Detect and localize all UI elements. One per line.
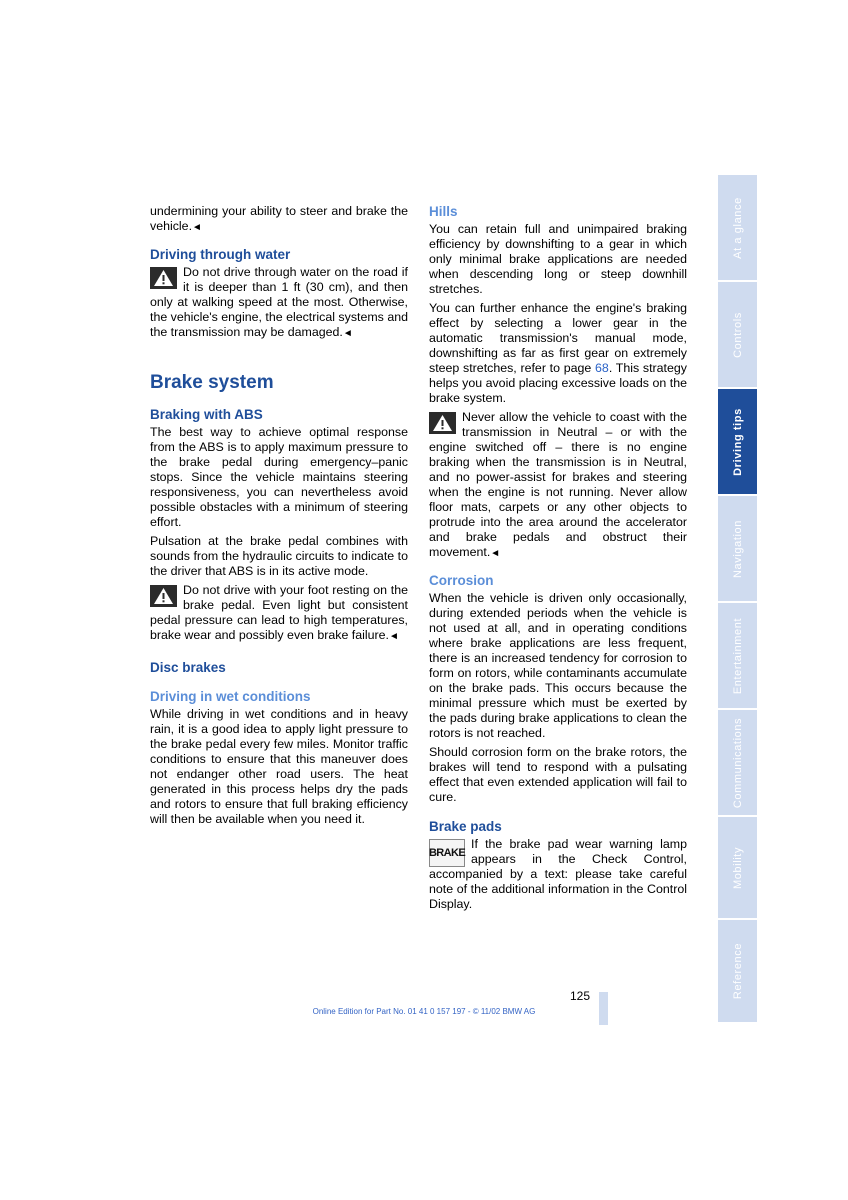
page-number: 125: [570, 989, 591, 1003]
tab-at-a-glance[interactable]: At a glance: [718, 175, 757, 280]
hills-paragraph-2: You can further enhance the engine's braking effect by selecting a lower gear in the automatic transmission's manual mode, downshifting as far as first gear on extremely steep stretches, refer to page 68. This strategy helps you avoid placing excessive loads on the brake system.: [429, 301, 687, 405]
corrosion-paragraph-2: Should corrosion form on the brake rotors, the brakes will tend to respond with a pulsating effect that even extended application will fail to cure.: [429, 745, 687, 804]
warning-icon: [150, 585, 177, 607]
warning-icon: [150, 267, 177, 289]
end-mark: ◄: [490, 548, 501, 559]
warning-abs: Do not drive with your foot resting on the brake pedal. Even light but consistent pedal pressure can lead to high temperatures, brake wear and possibly even brake failure.◄: [150, 583, 408, 642]
warning-water: Do not drive through water on the road if it is deeper than 1 ft (30 cm), and then only at walking speed at the most. Otherwise, the vehicle's engine, the electrical systems and the transmission may be damaged.◄: [150, 265, 408, 339]
hills-paragraph-1: You can retain full and unimpaired braking efficiency by downshifting to a gear in which only minimal brake applications are needed when descending long or steep downhill stretches.: [429, 222, 687, 296]
heading-brake-pads: Brake pads: [429, 819, 502, 834]
corrosion-paragraph-1: When the vehicle is driven only occasionally, during extended periods when the vehicle is not used at all, and in operating conditions where brake applications are less frequent, there is an increased tendency for corrosion to form on rotors, while contaminants accumulate on the brake pads. This occurs because the minimal pressure which must be exerted by the pads during brake applications to clean the rotors is not reached.: [429, 591, 687, 740]
heading-corrosion: Corrosion: [429, 573, 494, 588]
tab-communications[interactable]: Communications: [718, 710, 757, 815]
heading-braking-with-abs: Braking with ABS: [150, 407, 263, 422]
wet-paragraph: While driving in wet conditions and in heavy rain, it is a good idea to apply light pressure to the brake pedal every few miles. Monitor traffic conditions to ensure that this maneuver does not endanger other road users. The heat generated in this process helps dry the pads and rotors to ensure that full braking efficiency will then be available when you need it.: [150, 707, 408, 826]
intro-text: undermining your ability to steer and brake the vehicle.◄: [150, 204, 408, 233]
right-column: [429, 204, 687, 916]
tab-navigation[interactable]: Navigation: [718, 496, 757, 601]
warning-icon: [429, 412, 456, 434]
abs-paragraph-1: The best way to achieve optimal response from the ABS is to apply maximum pressure to the brake pedal during emergency–panic stops. Since the vehicle maintains steering responsiveness, you can nevertheless avoid possible obstacles with a minimum of steering effort.: [150, 425, 408, 529]
heading-hills: Hills: [429, 204, 458, 219]
section-title: Brake system: [150, 372, 274, 393]
tab-entertainment[interactable]: Entertainment: [718, 603, 757, 708]
end-mark: ◄: [389, 631, 399, 642]
page-link[interactable]: 68: [595, 361, 609, 375]
chapter-tabs: [718, 175, 757, 1024]
tab-driving-tips[interactable]: Driving tips: [718, 389, 757, 494]
left-column: [150, 204, 408, 831]
heading-disc-brakes: Disc brakes: [150, 660, 226, 675]
end-mark: ◄: [192, 222, 202, 233]
abs-paragraph-2: Pulsation at the brake pedal combines with sounds from the hydraulic circuits to indicate to the driver that ABS is in its active mode.: [150, 534, 408, 578]
brake-pads-note: BRAKE If the brake pad wear warning lamp appears in the Check Control, accompanied by a text: please take careful note of the additional information in the Control Display.: [428, 837, 687, 911]
brake-warning-lamp-icon: BRAKE: [429, 839, 465, 867]
end-mark: ◄: [342, 328, 353, 339]
footer-text: Online Edition for Part No. 01 41 0 157 197 - © 11/02 BMW AG: [312, 1007, 536, 1016]
tab-controls[interactable]: Controls: [718, 282, 757, 387]
heading-driving-in-wet-conditions: Driving in wet conditions: [150, 689, 311, 704]
tab-mobility[interactable]: Mobility: [718, 817, 757, 918]
tab-reference[interactable]: Reference: [718, 920, 757, 1022]
warning-hills: Never allow the vehicle to coast with the transmission in Neutral – or with the engine switched off – there is no engine braking when the transmission is in Neutral, and no power-assist for brakes and steering when the engine is not running. Never allow floor mats, carpets or any other objects to protrude into the area around the accelerator and brake pedals and obstruct their movement.◄: [429, 410, 687, 559]
heading-driving-through-water: Driving through water: [150, 247, 291, 262]
